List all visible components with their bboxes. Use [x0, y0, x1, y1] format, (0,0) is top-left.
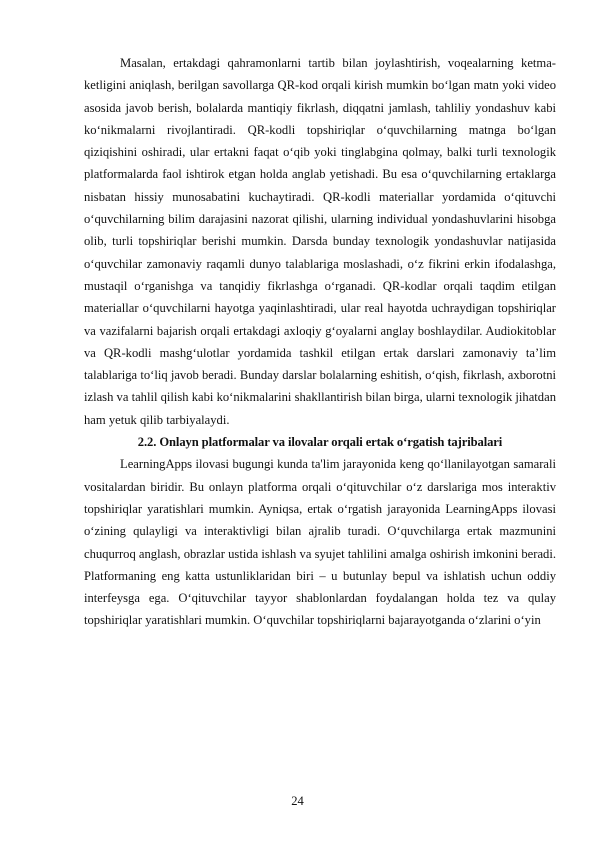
body-paragraph-2: LearningApps ilovasi bugungi kunda ta'lim jarayonida keng qo‘llanilayotgan samarali vositalardan biridir. Bu onlayn platforma orqali o‘qituvchilar o‘z darslariga mos interaktiv topshiriqlar yaratishlari mumkin. Ayniqsa, ertak o‘rgatish jarayonida LearningApps ilovasi o‘zining qulayligi va interaktivligi bilan ajralib turadi. O‘quvchilarga ertak mazmunini chuqurroq anglash, obrazlar ustida ishlash va syujet tahlilini amalga oshirish imkonini beradi. Platformaning eng katta ustunliklaridan biri – u butunlay bepul va ishlatish uchun oddiy interfeysga ega. O‘qituvchilar tayyor shablonlardan foydalangan holda tez va qulay topshiriqlar yaratishlari mumkin. O‘quvchilar topshiriqlarni bajarayotganda o‘zlarini o‘yin	[84, 457, 556, 628]
document-page	[84, 52, 556, 632]
body-paragraph-1: Masalan, ertakdagi qahramonlarni tartib bilan joylashtirish, voqealarning ketma-ketligini aniqlash, berilgan savollarga QR-kod orqali kirish mumkin bo‘lgan matn yoki video asosida javob berish, bolalarda mantiqiy fikrlash, diqqatni jamlash, tahliliy yondashuv kabi ko‘nikmalarni rivojlantiradi. QR-kodli topshiriqlar o‘quvchilarning matnga bo‘lgan qiziqishini oshiradi, ular ertakni faqat o‘qib yoki tinglabgina qolmay, balki turli texnologik platformalarda faol ishtirok etgan holda anglab yetishadi. Bu esa o‘quvchilarning ertaklarga nisbatan hissiy munosabatini kuchaytiradi. QR-kodli materiallar yordamida o‘qituvchi o‘quvchilarning bilim darajasini nazorat qilishi, ularning individual yondashuvlarini hisobga olib, turli topshiriqlar berishi mumkin. Darsda bunday texnologik yondashuvlar natijasida o‘quvchilar zamonaviy raqamli dunyo talablariga moslashadi, o‘z fikrini erkin ifodalashga, mustaqil o‘rganishga va tanqidiy fikrlashga o‘rganadi. QR-kodlar orqali taqdim etilgan materiallar o‘quvchilarni hayotga yaqinlashtiradi, ular real hayotda uchraydigan topshiriqlar va vazifalarni bajarish orqali ertakdagi axloqiy g‘oyalarni anglay boshlaydilar. Audiokitoblar va QR-kodli mashg‘ulotlar yordamida tashkil etilgan ertak darslari zamonaviy ta’lim talablariga to‘liq javob beradi. Bunday darslar bolalarning eshitish, o‘qish, fikrlash, axborotni izlash va tahlil qilish kabi ko‘nikmalarini shakllantirish bilan birga, ularni texnologik jihatdan ham yetuk qilib tarbiyalaydi.	[84, 56, 556, 427]
page-number: 24	[291, 794, 304, 808]
section-heading: 2.2. Onlayn platformalar va ilovalar orqali ertak o‘rgatish tajribalari	[137, 435, 503, 450]
